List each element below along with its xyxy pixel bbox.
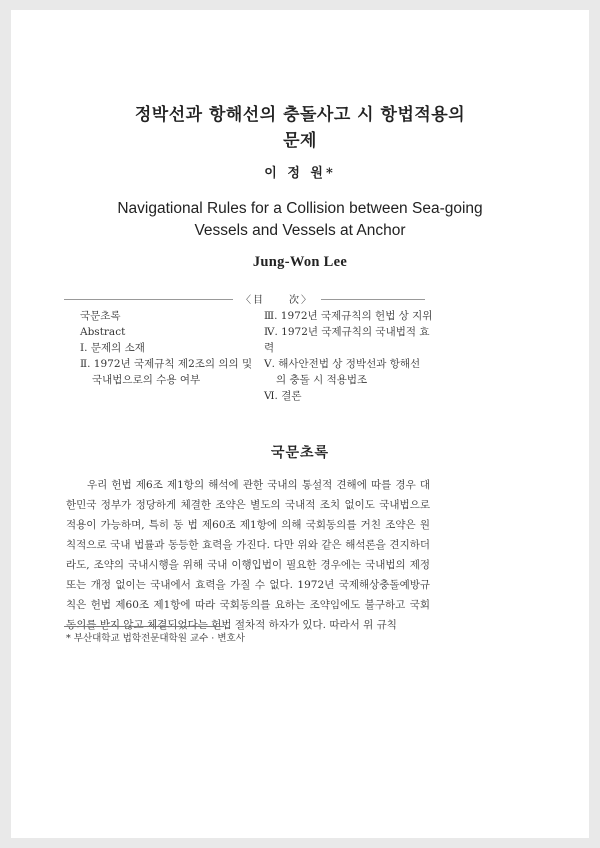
abstract-body: 우리 헌법 제6조 제1항의 해석에 관한 국내의 통설적 견해에 따를 경우 대한민국 정부가 정당하게 체결한 조약은 별도의 국내적 조치 없이도 국내법으로 적용이 가능하며, 특히 동 법 제60조 제1항에 의해 국회동의를 거친 조약은 원칙적으로 국내 법률과 동등한 효력을 가진다. 다만 위와 같은 해석론을 견지하더라도, 조약의 국내시행을 위해 국내 이행입법이 필요한 경우에는 국내법의 제정 또는 개정 없이는 국내에서 효력을 가질 수 없다. 1972년 국제해상충돌예방규칙은 헌법 제60조 제1항에 따라 국회동의를 요하는 조약임에도 불구하고 국회동의를 받지 않고 체결되었다는 헌법 절차적 하자가 있다. 따라서 위 규칙: [66, 479, 430, 631]
english-title-line-2: Vessels and Vessels at Anchor: [194, 222, 406, 239]
toc-item[interactable]: Ⅰ. 문제의 소재: [80, 342, 145, 354]
toc-item[interactable]: Ⅴ. 해사안전법 상 정박선과 항해선: [264, 358, 421, 370]
toc-item[interactable]: Ⅱ. 1972년 국제규칙 제2조의 의의 및: [80, 358, 253, 370]
footnote-rule: [64, 626, 224, 627]
toc-item-continuation[interactable]: 의 충돌 시 적용법조: [276, 374, 368, 386]
paper-title: [11, 102, 589, 154]
toc-left-column: [80, 308, 272, 388]
toc-item[interactable]: Abstract: [80, 326, 126, 338]
paper-title-line-2: 문제: [283, 131, 317, 151]
english-title: [11, 198, 589, 242]
author-footnote: * 부산대학교 법학전문대학원 교수 · 변호사: [66, 633, 245, 644]
toc-right-column: [264, 308, 436, 404]
toc-item[interactable]: 국문초록: [80, 310, 121, 322]
toc-item-continuation[interactable]: 국내법으로의 수용 여부: [92, 374, 201, 386]
author-korean: 이 정 원*: [264, 166, 336, 181]
section-heading-abstract: 국문초록: [270, 445, 330, 461]
paper-page: [11, 10, 589, 838]
toc-item[interactable]: Ⅲ. 1972년 국제규칙의 헌법 상 지위: [264, 310, 433, 322]
english-title-line-1: Navigational Rules for a Collision between Sea-going: [117, 200, 483, 217]
toc-item[interactable]: Ⅳ. 1972년 국제규칙의 국내법적 효력: [264, 326, 430, 354]
toc-item[interactable]: Ⅵ. 결론: [264, 390, 302, 402]
author-english: Jung-Won Lee: [252, 254, 348, 270]
paper-title-line-1: 정박선과 항해선의 충돌사고 시 항법적용의: [134, 105, 466, 125]
toc-heading: 〈目 次〉: [233, 291, 321, 306]
